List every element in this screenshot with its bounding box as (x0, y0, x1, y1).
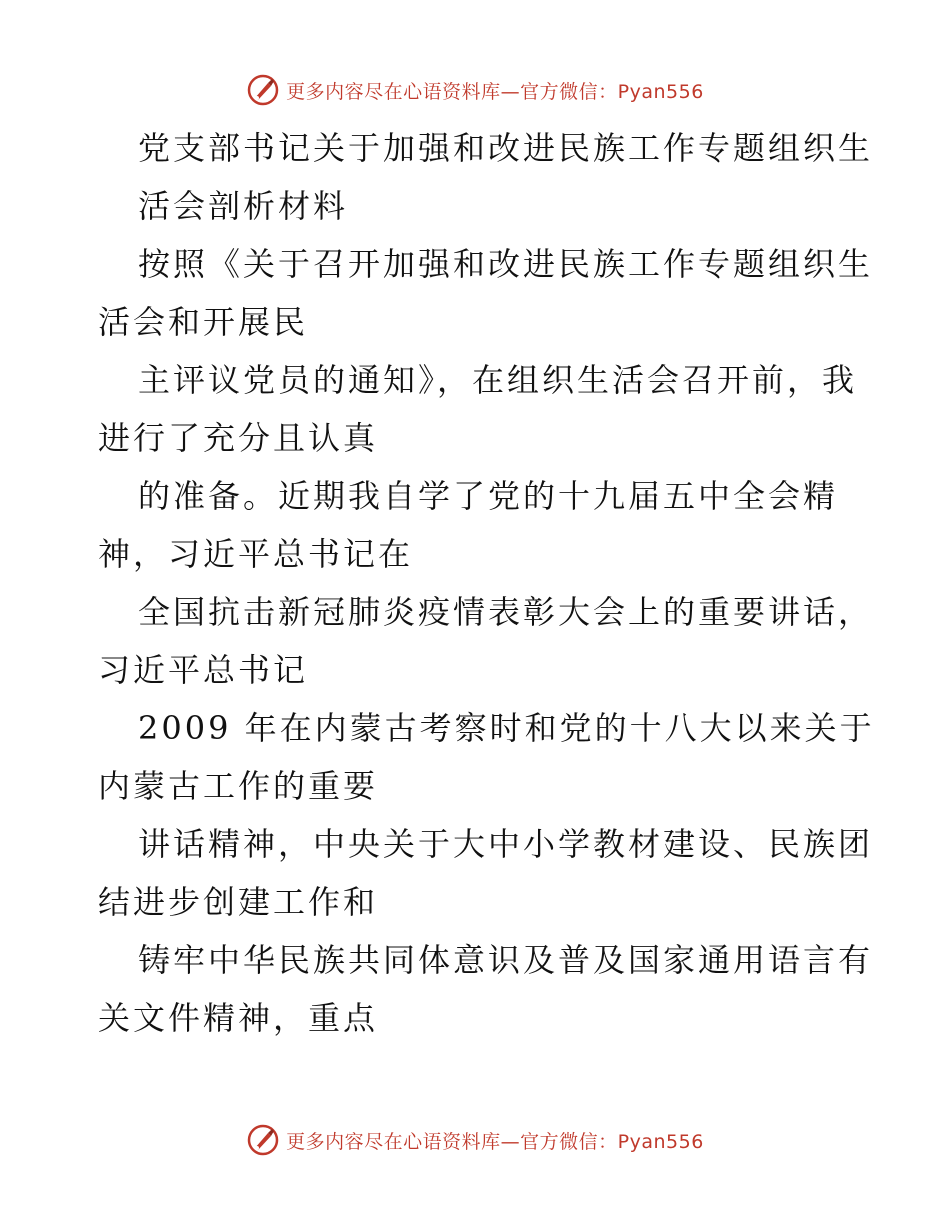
paragraph-line: 讲话精神，中央关于大中小学教材建设、民族团 (138, 825, 874, 863)
paragraph-line: 内蒙古工作的重要 (98, 767, 379, 805)
paragraph-line: 神，习近平总书记在 (98, 535, 414, 573)
paragraph-line: 结进步创建工作和 (98, 883, 379, 921)
paragraph-line: 主评议党员的通知》，在组织生活会召开前，我 (138, 361, 858, 399)
paragraph-line: 党支部书记关于加强和改进民族工作专题组织生 (138, 129, 874, 167)
paragraph-line: 全国抗击新冠肺炎疫情表彰大会上的重要讲话， (138, 593, 874, 631)
paragraph-line: 活会和开展民 (98, 303, 309, 341)
paragraph-line: 活会剖析材料 (138, 187, 349, 225)
paragraph-line: 2009 年在内蒙古考察时和党的十八大以来关于 (138, 709, 875, 747)
paragraph-line: 的准备。近期我自学了党的十九届五中全会精 (138, 477, 839, 515)
paragraph-line: 铸牢中华民族共同体意识及普及国家通用语言有 (138, 941, 874, 979)
paragraph-line: 进行了充分且认真 (98, 419, 379, 457)
paragraph-line: 关文件精神，重点 (98, 999, 379, 1037)
paragraph-line: 习近平总书记 (98, 651, 309, 689)
pen-nib-logo-icon (246, 1123, 280, 1157)
paragraph-line: 按照《关于召开加强和改进民族工作专题组织生 (138, 245, 874, 283)
header-banner-text: 更多内容尽在心语资料库—官方微信：Pyan556 (286, 80, 704, 103)
footer-banner-text: 更多内容尽在心语资料库—官方微信：Pyan556 (286, 1130, 704, 1153)
footer-banner (0, 1120, 950, 1160)
